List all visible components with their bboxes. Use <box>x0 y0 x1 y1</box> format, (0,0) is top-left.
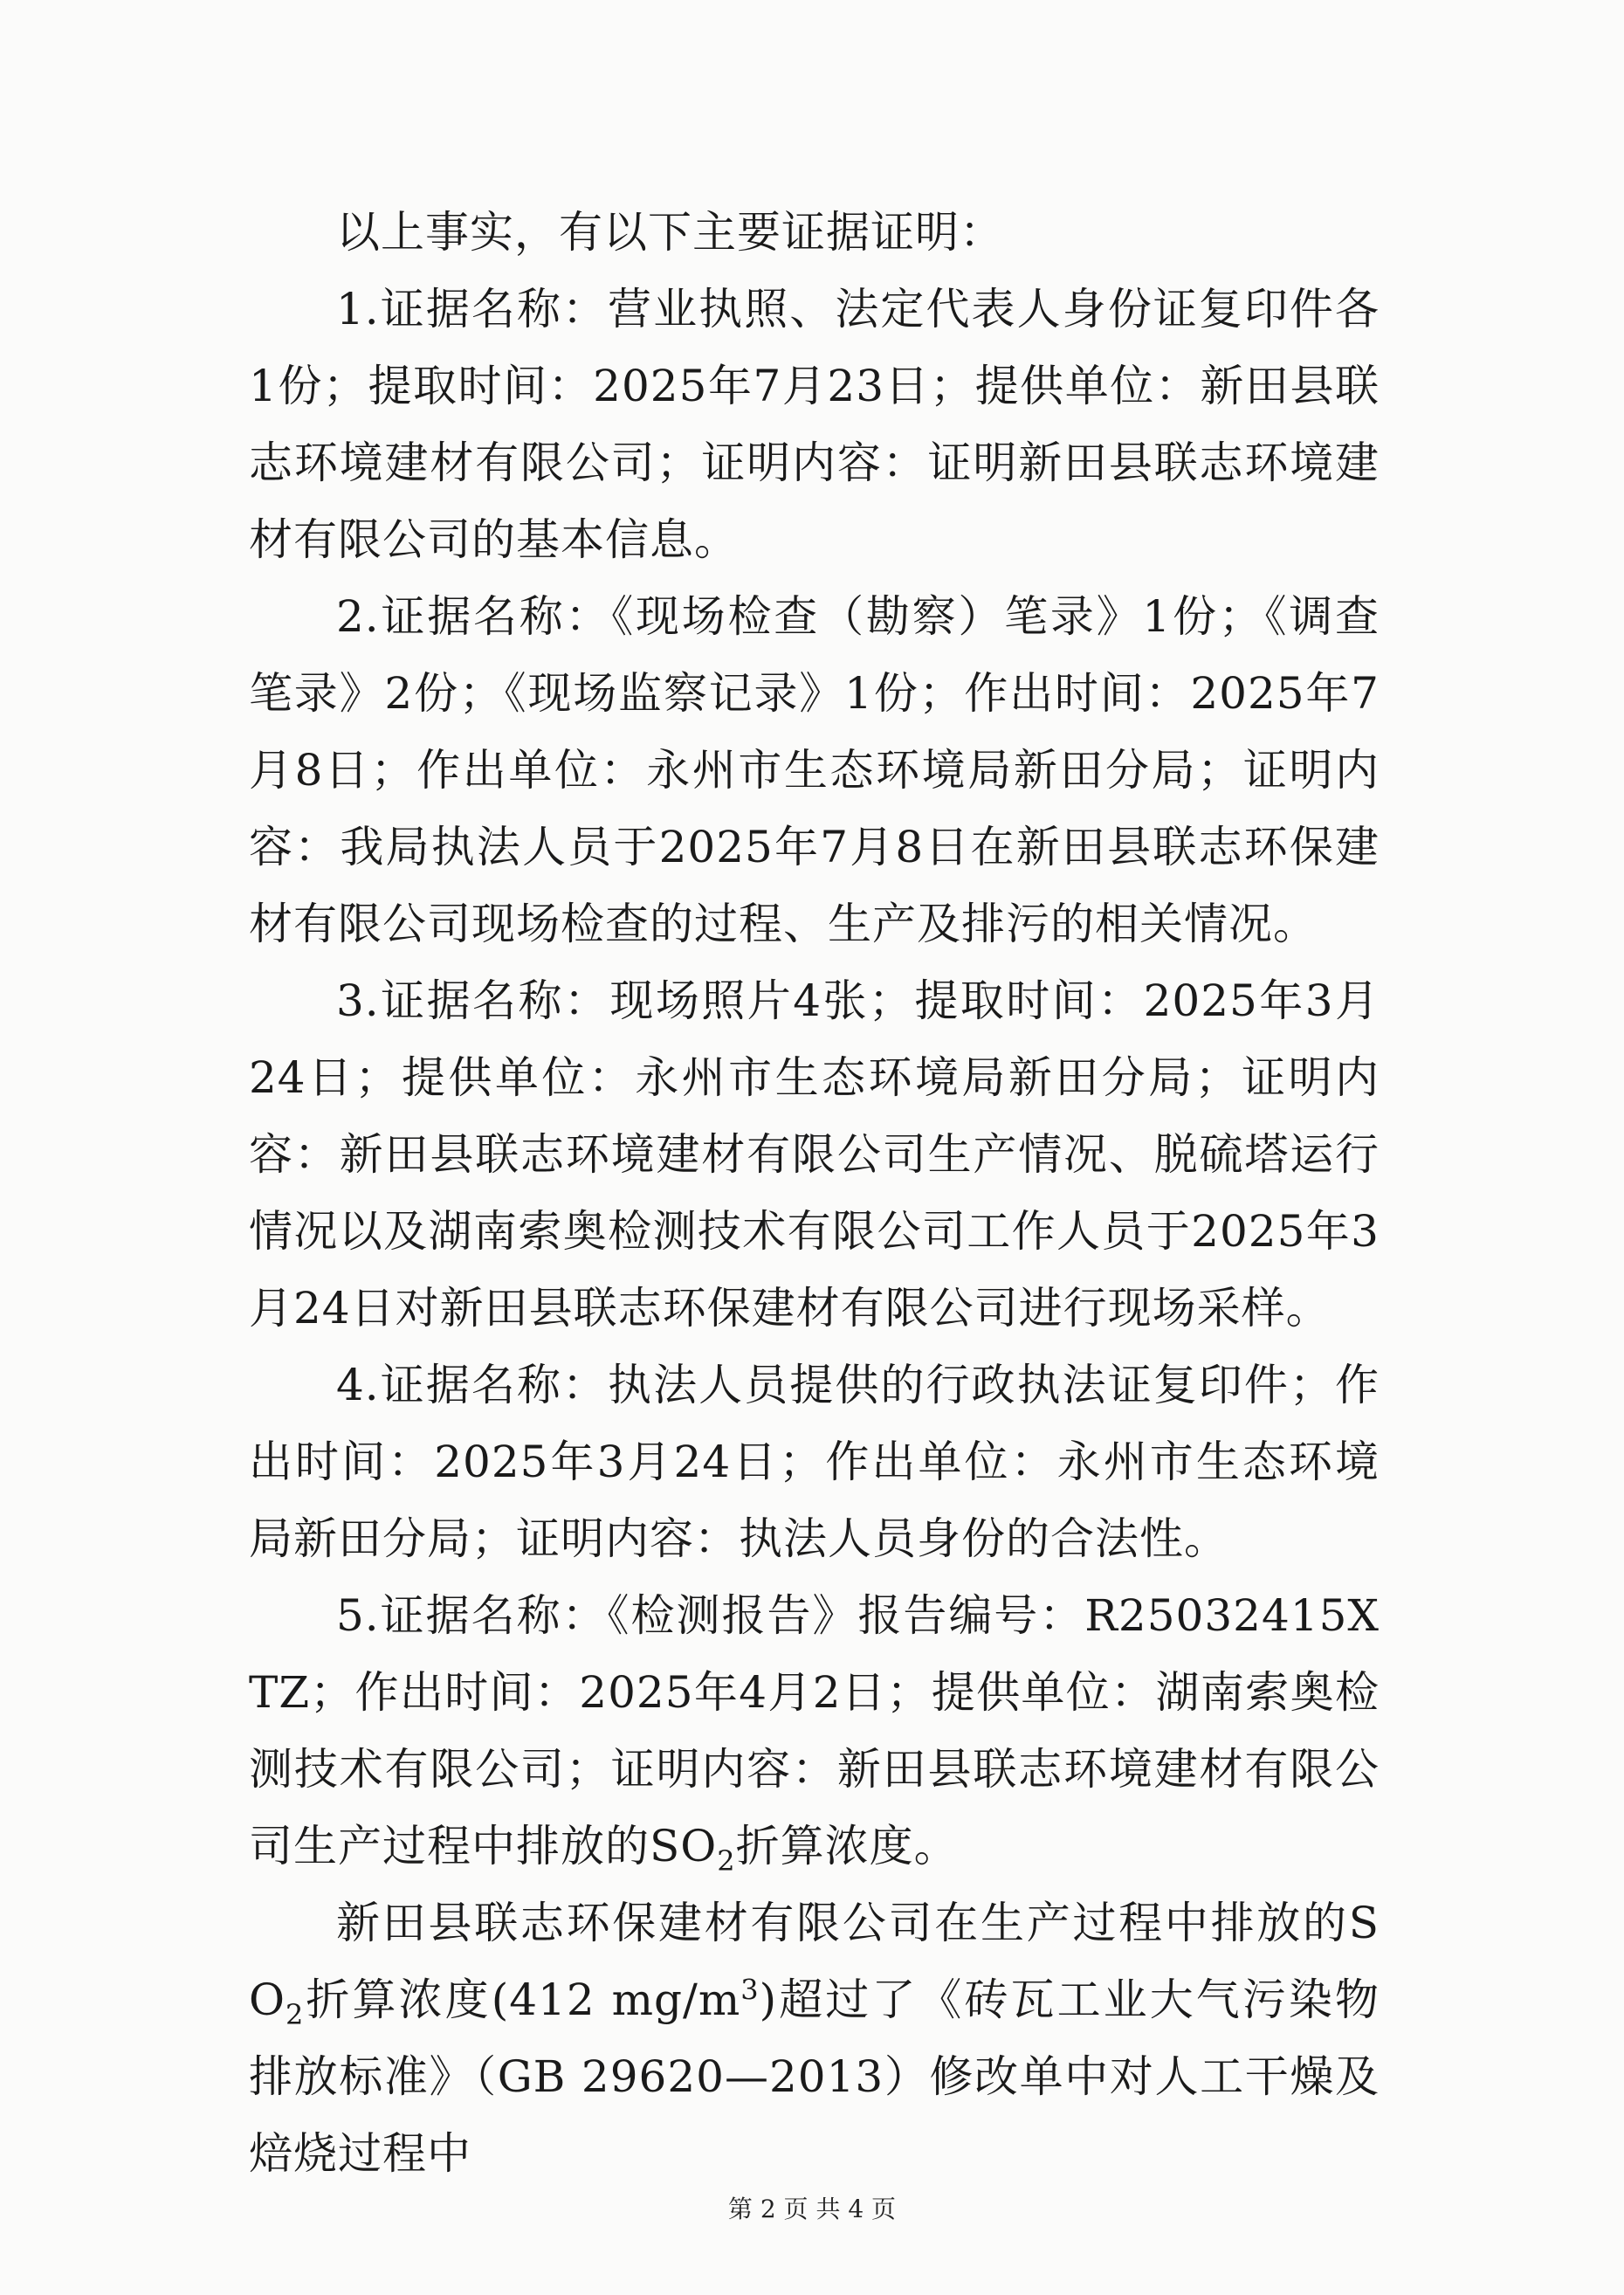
subscript: 2 <box>286 1998 305 2031</box>
evidence-item-2: 2.证据名称：《现场检查（勘察）笔录》1份；《调查笔录》2份；《现场监察记录》1份；作出时间：2025年7月8日；作出单位：永州市生态环境局新田分局；证明内容：我局执法人员于2025年7月8日在新田县联志环保建材有限公司现场检查的过程、生产及排污的相关情况。 <box>249 591 1380 949</box>
evidence-item-1: 1.证据名称：营业执照、法定代表人身份证复印件各1份；提取时间：2025年7月23日；提供单位：新田县联志环境建材有限公司；证明内容：证明新田县联志环境建材有限公司的基本信息。 <box>249 284 1380 565</box>
conclusion-text-end: )超过了《砖瓦工业大气污染物排放标准》（GB 29620—2013）修改单中对人工干燥及焙烧过程中 <box>249 1975 1380 2179</box>
evidence-item-5-text-end: 折算浓度。 <box>735 1821 959 1871</box>
document-body <box>249 194 1380 2192</box>
page-number-footer: 第 2 页 共 4 页 <box>727 2195 897 2223</box>
conclusion-paragraph <box>249 1885 1380 2192</box>
intro-paragraph: 以上事实，有以下主要证据证明： <box>336 207 1004 258</box>
conclusion-text-middle: 折算浓度(412 mg/m <box>304 1975 741 2025</box>
subscript: 2 <box>717 1844 736 1878</box>
conclusion-text: 新田县联志环保建材有限公司在生产过程中排放的SO <box>249 1898 1380 2025</box>
evidence-item-3: 3.证据名称：现场照片4张；提取时间：2025年3月24日；提供单位：永州市生态环境局新田分局；证明内容：新田县联志环境建材有限公司生产情况、脱硫塔运行情况以及湖南索奥检测技术有限公司工作人员于2025年3月24日对新田县联志环保建材有限公司进行现场采样。 <box>249 975 1380 1334</box>
evidence-item-5-text: 5.证据名称：《检测报告》报告编号：R25032415XTZ；作出时间：2025年4月2日；提供单位：湖南索奥检测技术有限公司；证明内容：新田县联志环境建材有限公司生产过程中排放的SO <box>249 1590 1380 1871</box>
evidence-item-5 <box>249 1577 1380 1885</box>
superscript: 3 <box>740 1973 760 2007</box>
evidence-item-4: 4.证据名称：执法人员提供的行政执法证复印件；作出时间：2025年3月24日；作出单位：永州市生态环境局新田分局；证明内容：执法人员身份的合法性。 <box>249 1360 1380 1564</box>
